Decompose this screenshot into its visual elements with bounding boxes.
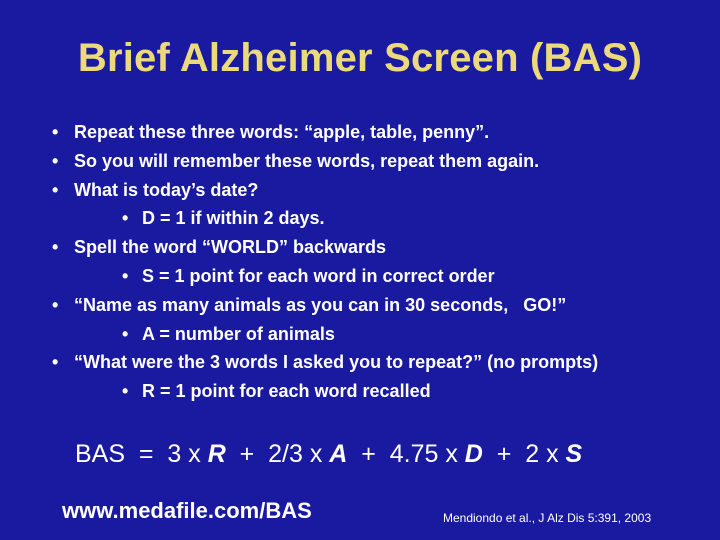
formula-var-d: D: [464, 440, 483, 468]
sub-bullet-text: D = 1 if within 2 days.: [142, 208, 325, 229]
bullet-dot-icon: •: [122, 381, 129, 402]
bullet-item: [52, 118, 712, 147]
slide-title: Brief Alzheimer Screen (BAS): [77, 36, 643, 80]
bullet-item: [52, 291, 712, 320]
bullet-text: What is today’s date?: [74, 179, 259, 200]
bullet-dot-icon: •: [52, 150, 59, 171]
bullet-text: “What were the 3 words I asked you to repeat?” (no prompts): [74, 352, 599, 373]
sub-bullet-item: [52, 377, 712, 406]
bullet-dot-icon: •: [52, 352, 59, 373]
bas-formula: [75, 440, 582, 469]
formula-prefix: BAS = 3 x: [75, 440, 208, 468]
sub-bullet-text: R = 1 point for each word recalled: [142, 381, 431, 402]
formula-term: + 4.75 x: [347, 440, 465, 468]
bullet-dot-icon: •: [52, 294, 59, 315]
bullet-dot-icon: •: [122, 265, 129, 286]
formula-term: + 2/3 x: [225, 440, 330, 468]
formula-var-s: S: [565, 440, 583, 468]
bullet-dot-icon: •: [52, 122, 59, 142]
bullet-dot-icon: •: [122, 323, 129, 344]
sub-bullet-text: A = number of animals: [142, 323, 335, 344]
citation: Mendiondo et al., J Alz Dis 5:391, 2003: [443, 511, 652, 525]
bullet-text: So you will remember these words, repeat them again.: [74, 150, 540, 171]
sub-bullet-item: [52, 262, 712, 291]
bullet-text: Repeat these three words: “apple, table, penny”.: [74, 122, 490, 142]
sub-bullet-item: [52, 320, 712, 349]
formula-term: + 2 x: [482, 440, 566, 468]
website-url: www.medafile.com/BAS: [62, 498, 312, 523]
bullet-item: [52, 176, 712, 205]
bullet-item: [52, 348, 712, 377]
bullet-item: [52, 233, 712, 262]
sub-bullet-text: S = 1 point for each word in correct order: [142, 265, 495, 286]
bullet-dot-icon: •: [52, 179, 59, 200]
bullet-text: Spell the word “WORLD” backwards: [74, 237, 387, 258]
formula-var-r: R: [207, 440, 226, 468]
bullet-dot-icon: •: [52, 237, 59, 258]
bullet-dot-icon: •: [122, 208, 129, 229]
sub-bullet-item: [52, 204, 712, 233]
bullet-text: “Name as many animals as you can in 30 seconds, GO!”: [74, 294, 567, 315]
formula-var-a: A: [329, 440, 348, 468]
bullet-list: [52, 118, 712, 406]
bullet-item: [52, 147, 712, 176]
